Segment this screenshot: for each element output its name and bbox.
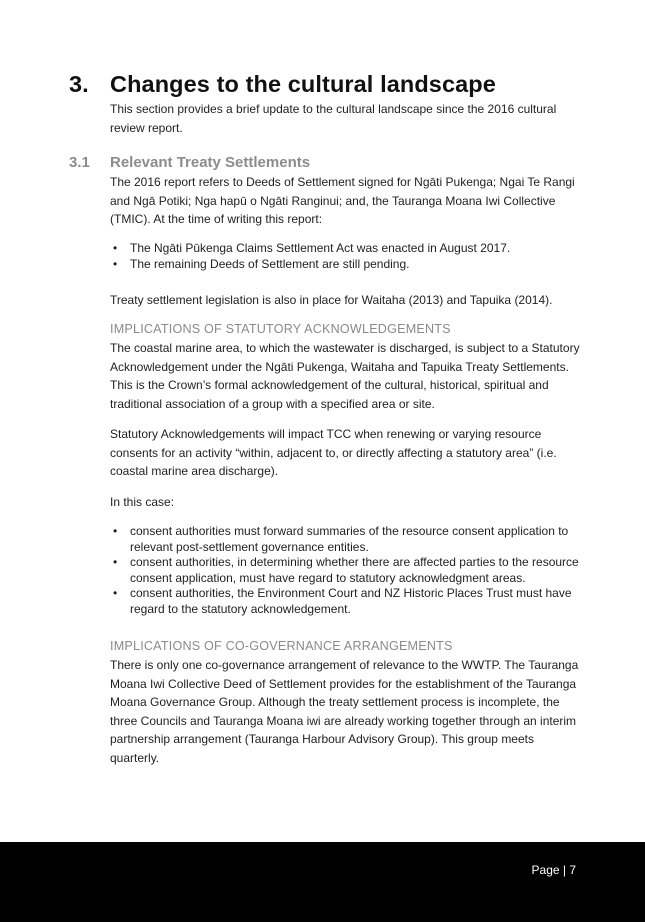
intro-paragraph: This section provides a brief update to the cultural landscape since the 2016 cultural review report. (110, 102, 557, 135)
list-item: • consent authorities must forward summaries of the resource consent application to relevant post-settlement governance entities. (113, 524, 569, 554)
subsection-title: Relevant Treaty Settlements (110, 154, 311, 171)
statutory-paragraph-1: The coastal marine area, to which the wastewater is discharged, is subject to a Statutory Acknowledgement under the Ngāti Pukenga, Waitaha and Tapuika Treaty Settlements. This is the Crown’s formal acknowledgement of the cultural, historical, spiritual and traditional association of a group with a specified area or site. (110, 341, 580, 411)
list-item: • The Ngāti Pūkenga Claims Settlement Act was enacted in August 2017. (113, 241, 511, 255)
bullet-icon: • (113, 555, 118, 569)
subsection-number: 3.1 (69, 154, 90, 171)
bullet-icon: • (113, 524, 118, 538)
legislation-paragraph: Treaty settlement legislation is also in place for Waitaha (2013) and Tapuika (2014). (110, 293, 553, 307)
list-item: • consent authorities, in determining whether there are affected parties to the resource consent application, must have regard to statutory acknowledgment areas. (113, 555, 579, 585)
treaty-paragraph: The 2016 report refers to Deeds of Settlement signed for Ngāti Pukenga; Ngai Te Rangi and Ngā Potiki; Nga hapū o Ngāti Ranginui; and, the Tauranga Moana Iwi Collective (TMIC). At the time of writing this report: (110, 175, 575, 226)
bullet-icon: • (113, 586, 118, 600)
list-item: • consent authorities, the Environment Court and NZ Historic Places Trust must have regard to the statutory acknowledgement. (113, 586, 572, 616)
list-item: • The remaining Deeds of Settlement are still pending. (113, 256, 410, 271)
bullet-icon: • (113, 256, 118, 271)
page-footer (0, 842, 645, 922)
statutory-paragraph-3: In this case: (110, 495, 175, 509)
treaty-bullet-list (110, 241, 580, 272)
page-number: Page | 7 (531, 863, 576, 877)
section-number: 3. (69, 71, 89, 97)
cogovernance-heading: IMPLICATIONS OF CO-GOVERNANCE ARRANGEMENTS (110, 639, 453, 653)
section-title: Changes to the cultural landscape (110, 71, 496, 97)
bullet-icon: • (113, 241, 118, 255)
statutory-paragraph-2: Statutory Acknowledgements will impact TCC when renewing or varying resource consents for an activity “within, adjacent to, or directly affecting a statutory area” (i.e. coastal marine area discharge). (110, 427, 557, 478)
statutory-heading: IMPLICATIONS OF STATUTORY ACKNOWLEDGEMENTS (110, 322, 451, 336)
statutory-bullet-list (110, 524, 580, 617)
cogovernance-paragraph: There is only one co-governance arrangement of relevance to the WWTP. The Tauranga Moana Iwi Collective Deed of Settlement provides for the establishment of the Tauranga Moana Governance Group. Although the treaty settlement process is incomplete, the three Councils and Tauranga Moana iwi are already working together through an interim partnership arrangement (Tauranga Harbour Advisory Group). This group meets quarterly. (110, 658, 579, 765)
